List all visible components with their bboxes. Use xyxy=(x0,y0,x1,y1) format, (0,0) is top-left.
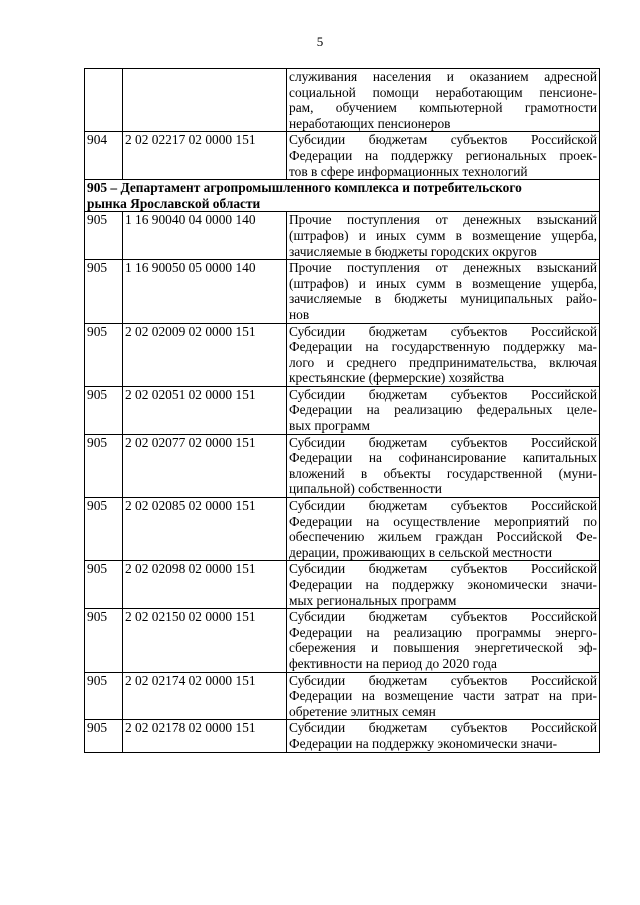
description-cell xyxy=(287,132,600,180)
admin-code-cell: 905 xyxy=(85,434,123,497)
description-line: социальной помощи неработающим пенсионе- xyxy=(289,84,597,100)
table-body xyxy=(85,69,600,753)
description-line: мых региональных программ xyxy=(289,592,457,608)
description-line: лого и среднего предпринимательства, включая xyxy=(289,354,597,370)
budget-code-cell: 2 02 02009 02 0000 151 xyxy=(123,323,287,386)
description-line: Федерации на государственную поддержку ма- xyxy=(289,339,597,355)
table-row xyxy=(85,323,600,386)
budget-code-cell: 1 16 90050 05 0000 140 xyxy=(123,260,287,323)
description-cell xyxy=(287,561,600,609)
description-line: Субсидии бюджетам субъектов Российской xyxy=(289,132,597,148)
section-title xyxy=(85,180,600,212)
description-line: рам, обучением компьютерной грамотности xyxy=(289,100,597,116)
budget-code-cell: 2 02 02150 02 0000 151 xyxy=(123,609,287,672)
description-line: обеспечению жильем граждан Российской Фе- xyxy=(289,529,597,545)
description-line: ципальной) собственности xyxy=(289,481,442,497)
description-line: Федерации на поддержку экономически значи- xyxy=(289,577,597,592)
table-row xyxy=(85,672,600,720)
description-cell xyxy=(287,260,600,323)
section-title-line: рынка Ярославской области xyxy=(87,195,261,211)
admin-code-cell: 905 xyxy=(85,672,123,720)
admin-code-cell: 905 xyxy=(85,720,123,752)
description-line: Субсидии бюджетам субъектов Российской xyxy=(289,720,597,736)
description-line: Федерации на реализацию программы энерго- xyxy=(289,624,597,640)
table-row xyxy=(85,561,600,609)
description-cell xyxy=(287,720,600,752)
budget-code-cell xyxy=(123,69,287,132)
budget-code-cell: 2 02 02098 02 0000 151 xyxy=(123,561,287,609)
table-row xyxy=(85,609,600,672)
table-row xyxy=(85,720,600,752)
description-line: дерации, проживающих в сельской местности xyxy=(289,544,553,560)
section-title-line: 905 – Департамент агропромышленного комплекса и потребительского xyxy=(87,180,522,196)
budget-code-cell: 2 02 02174 02 0000 151 xyxy=(123,672,287,720)
description-line: Субсидии бюджетам субъектов Российской xyxy=(289,323,597,339)
admin-code-cell: 905 xyxy=(85,386,123,434)
description-line: Федерации на софинансирование капитальных xyxy=(289,450,597,466)
description-line: Субсидии бюджетам субъектов Российской xyxy=(289,561,597,577)
description-line: тов в сфере информационных технологий xyxy=(289,163,528,179)
description-line: Федерации на поддержку экономически значи- xyxy=(289,735,558,751)
description-line: (штрафов) и иных сумм в возмещение ущерба, xyxy=(289,275,597,291)
description-line: неработающих пенсионеров xyxy=(289,115,451,131)
description-line: Прочие поступления от денежных взысканий xyxy=(289,212,597,228)
admin-code-cell: 905 xyxy=(85,212,123,260)
description-line: вложений в объекты государственной (муни- xyxy=(289,465,597,481)
description-cell xyxy=(287,69,600,132)
admin-code-cell: 905 xyxy=(85,323,123,386)
table-row xyxy=(85,260,600,323)
description-line: вых программ xyxy=(289,418,370,434)
description-line: Субсидии бюджетам субъектов Российской xyxy=(289,672,597,688)
description-cell xyxy=(287,212,600,260)
description-line: сбережения и повышения энергетической эф- xyxy=(289,640,597,656)
description-cell xyxy=(287,386,600,434)
table-row xyxy=(85,386,600,434)
section-header-row xyxy=(85,180,600,212)
description-line: (штрафов) и иных сумм в возмещение ущерба, xyxy=(289,227,597,243)
description-line: Субсидии бюджетам субъектов Российской xyxy=(289,609,597,625)
admin-code-cell: 904 xyxy=(85,132,123,180)
page-number: 5 xyxy=(316,34,324,49)
description-cell xyxy=(287,672,600,720)
description-line: Субсидии бюджетам субъектов Российской xyxy=(289,434,597,450)
budget-code-cell: 2 02 02085 02 0000 151 xyxy=(123,498,287,561)
revenue-codes-table xyxy=(84,68,600,753)
description-cell xyxy=(287,498,600,561)
description-line: Субсидии бюджетам субъектов Российской xyxy=(289,498,597,514)
budget-code-cell: 2 02 02217 02 0000 151 xyxy=(123,132,287,180)
admin-code-cell: 905 xyxy=(85,260,123,323)
description-line: служивания населения и оказанием адресной xyxy=(289,69,597,84)
budget-code-cell: 1 16 90040 04 0000 140 xyxy=(123,212,287,260)
description-line: Прочие поступления от денежных взысканий xyxy=(289,260,597,276)
description-line: обретение элитных семян xyxy=(289,703,436,719)
table-row xyxy=(85,498,600,561)
description-line: зачисляемые в бюджеты муниципальных райо- xyxy=(289,291,597,307)
budget-code-cell: 2 02 02178 02 0000 151 xyxy=(123,720,287,752)
table-row xyxy=(85,69,600,132)
description-cell xyxy=(287,323,600,386)
description-line: зачисляемые в бюджеты городских округов xyxy=(289,243,537,259)
description-line: фективности на период до 2020 года xyxy=(289,655,497,671)
description-line: Федерации на поддержку региональных проек- xyxy=(289,147,597,163)
description-cell xyxy=(287,609,600,672)
description-line: крестьянские (фермерские) хозяйства xyxy=(289,370,505,386)
table-row xyxy=(85,434,600,497)
table-row xyxy=(85,212,600,260)
description-line: Федерации на осуществление мероприятий по xyxy=(289,513,597,529)
admin-code-cell: 905 xyxy=(85,561,123,609)
admin-code-cell: 905 xyxy=(85,609,123,672)
admin-code-cell: 905 xyxy=(85,498,123,561)
description-line: Федерации на возмещение части затрат на при- xyxy=(289,688,597,704)
table-row xyxy=(85,132,600,180)
budget-code-cell: 2 02 02051 02 0000 151 xyxy=(123,386,287,434)
description-line: Федерации на реализацию федеральных целе- xyxy=(289,402,597,418)
admin-code-cell xyxy=(85,69,123,132)
description-cell xyxy=(287,434,600,497)
budget-code-cell: 2 02 02077 02 0000 151 xyxy=(123,434,287,497)
description-line: Субсидии бюджетам субъектов Российской xyxy=(289,386,597,402)
description-line: нов xyxy=(289,306,310,322)
